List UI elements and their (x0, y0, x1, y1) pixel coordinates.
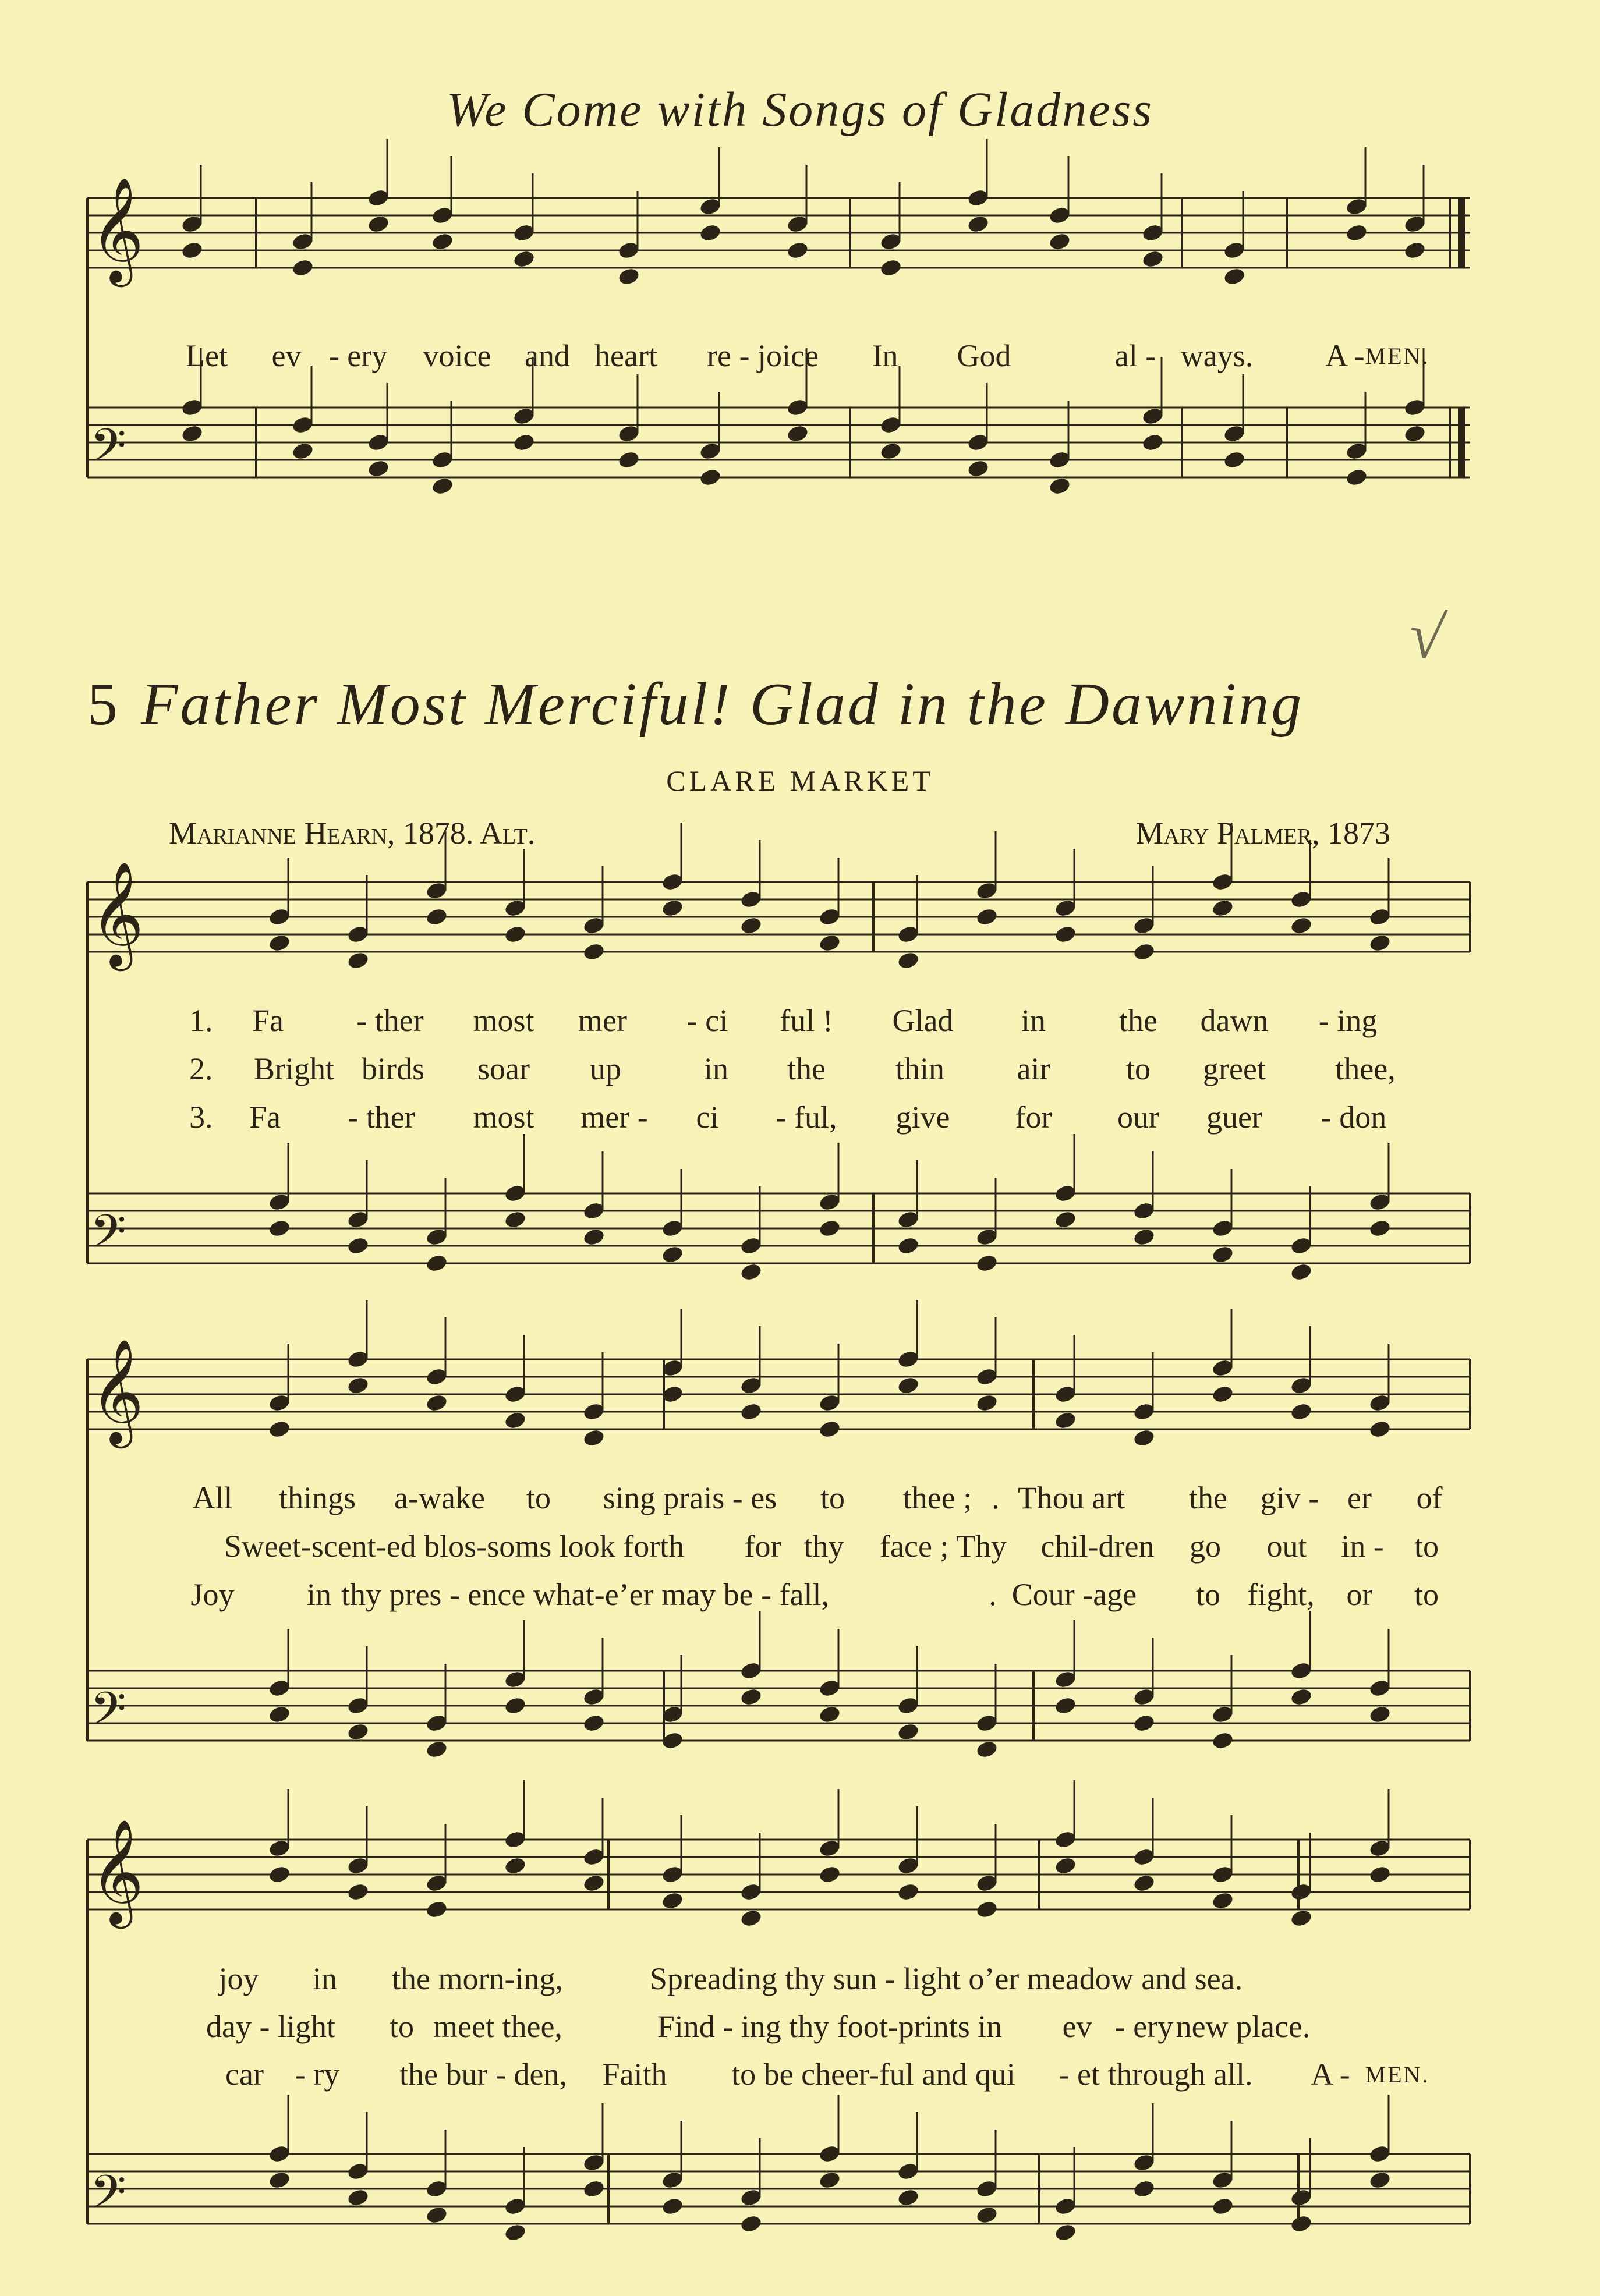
lyric-syllable: in (1021, 1003, 1046, 1038)
lyric-syllable: MEN. (1365, 2061, 1430, 2088)
note-head (268, 1705, 291, 1724)
note-head (1290, 1402, 1313, 1422)
lyric-syllable: All (192, 1480, 233, 1515)
lyric-syllable: Fa (249, 1100, 281, 1135)
note-head (268, 2170, 291, 2190)
note-head (582, 942, 606, 962)
lyric-syllable: ways. (1180, 338, 1254, 373)
note-head (346, 1722, 370, 1742)
verse-number: 2. (189, 1051, 213, 1086)
note-head (1403, 424, 1426, 444)
lyric-syllable: guer (1206, 1100, 1262, 1135)
note-head (1211, 2196, 1234, 2216)
note-head (425, 1739, 448, 1759)
lyric-syllable: dawn (1200, 1003, 1269, 1038)
lyric-syllable: voice (423, 338, 491, 373)
verse-number: 1. (189, 1003, 213, 1038)
note-head (1290, 1262, 1313, 1282)
lyric-syllable: re - joice (707, 338, 819, 373)
lyric-syllable: give (895, 1100, 950, 1135)
note-head (617, 267, 640, 286)
note-head (582, 1227, 606, 1247)
lyric-syllable: to (526, 1480, 551, 1515)
note-head (1211, 1245, 1234, 1264)
lyric-syllable: A - (1311, 2057, 1350, 2092)
lyric-syllable: birds (362, 1051, 424, 1086)
note-head (975, 1393, 999, 1413)
lyric-syllable: things (278, 1480, 356, 1515)
lyric-syllable: Bright (253, 1051, 335, 1086)
lyric-syllable: to (1414, 1529, 1439, 1564)
note-head (818, 1419, 841, 1439)
note-head (975, 1739, 999, 1759)
lyric-syllable: thee ; (902, 1480, 972, 1515)
lyric-syllable: to (1195, 1577, 1221, 1612)
lyric-syllable: Thou art (1017, 1480, 1125, 1515)
note-head (661, 1245, 684, 1264)
lyric-syllable: for (1015, 1100, 1052, 1135)
note-head (346, 1882, 370, 1902)
treble-clef-icon: 𝄞 (90, 1818, 144, 1924)
lyric-syllable: - ci (686, 1003, 728, 1038)
note-head (739, 1402, 763, 1422)
note-head (346, 951, 370, 970)
lyric-syllable: - et through all. (1059, 2057, 1253, 2092)
lyric-syllable: the (787, 1051, 826, 1086)
lyric-syllable: new place. (1176, 2009, 1311, 2044)
note-head (431, 232, 454, 251)
note-head (504, 1411, 527, 1430)
lyric-syllable: a-wake (394, 1480, 485, 1515)
note-head (897, 1722, 920, 1742)
lyric-syllable: Let (186, 338, 228, 373)
lyric-syllable: Faith (602, 2057, 667, 2092)
note-head (1223, 450, 1246, 470)
note-head (504, 1856, 527, 1876)
note-head (1132, 2179, 1156, 2199)
note-head (699, 223, 722, 243)
note-head (1054, 924, 1077, 944)
note-head (786, 424, 809, 444)
note-head (180, 240, 204, 260)
note-head (1211, 1731, 1234, 1751)
lyric-syllable: to (389, 2009, 415, 2044)
lyric-syllable: A - (1325, 338, 1365, 373)
lyric-syllable: air (1017, 1051, 1050, 1086)
note-head (367, 459, 390, 479)
lyric-syllable: Fa (252, 1003, 284, 1038)
note-head (291, 441, 314, 461)
note-head (1132, 942, 1156, 962)
note-head (975, 1253, 999, 1273)
note-head (1132, 1713, 1156, 1733)
note-head (897, 1376, 920, 1395)
lyric-syllable: to (820, 1480, 845, 1515)
note-head (1223, 267, 1246, 286)
lyric-syllable: thy (803, 1529, 844, 1564)
lyric-syllable: most (473, 1100, 534, 1135)
lyric-syllable: in (312, 1961, 338, 1996)
lyric-syllable: . (992, 1480, 1000, 1515)
note-head (897, 1236, 920, 1256)
note-head (975, 2205, 999, 2225)
note-head (786, 240, 809, 260)
lyric-syllable: Find - ing thy foot-prints in (657, 2009, 1003, 2044)
note-head (1290, 916, 1313, 936)
note-head (818, 1705, 841, 1724)
note-head (1132, 1873, 1156, 1893)
treble-clef-icon: 𝄞 (90, 1338, 144, 1444)
note-head (1054, 1856, 1077, 1876)
lyric-syllable: God (957, 338, 1011, 373)
note-head (1211, 898, 1234, 918)
note-head (739, 2214, 763, 2234)
note-head (975, 907, 999, 927)
lyric-syllable: to be cheer-ful and qui (731, 2057, 1015, 2092)
note-head (425, 907, 448, 927)
note-head (268, 1419, 291, 1439)
note-head (1368, 1865, 1392, 1884)
verse-number: 3. (189, 1100, 213, 1135)
note-head (1211, 1891, 1234, 1911)
lyric-syllable: our (1117, 1100, 1159, 1135)
note-head (268, 1218, 291, 1238)
lyric-syllable: thy pres - ence what-e’er may be - fall, (341, 1577, 830, 1612)
note-head (346, 2188, 370, 2208)
lyric-syllable: joy (218, 1961, 259, 1996)
note-head (1211, 1384, 1234, 1404)
lyric-syllable: fight, (1247, 1577, 1315, 1612)
lyric-syllable: ci (696, 1100, 719, 1135)
note-head (1345, 467, 1368, 487)
note-head (1368, 1218, 1392, 1238)
note-head (1141, 433, 1164, 452)
note-head (268, 933, 291, 953)
lyric-syllable: mer - (580, 1100, 648, 1135)
lyric-syllable: car (225, 2057, 264, 2092)
note-head (661, 1891, 684, 1911)
tune-name: CLARE MARKET (666, 764, 934, 797)
note-head (1054, 1411, 1077, 1430)
lyric-syllable: - ry (295, 2057, 340, 2092)
note-head (1054, 1696, 1077, 1716)
note-head (897, 2188, 920, 2208)
lyric-syllable: chil-dren (1040, 1529, 1155, 1564)
note-head (897, 1882, 920, 1902)
note-head (425, 2205, 448, 2225)
note-head (1054, 1210, 1077, 1230)
check-mark-icon: √ (1404, 598, 1449, 674)
note-head (1368, 2170, 1392, 2190)
note-head (739, 1908, 763, 1928)
note-head (1048, 232, 1071, 251)
note-head (1368, 1705, 1392, 1724)
lyric-syllable: MEN. (1365, 343, 1430, 369)
note-head (1132, 1227, 1156, 1247)
note-head (504, 1210, 527, 1230)
note-head (818, 2170, 841, 2190)
treble-clef-icon: 𝄞 (90, 176, 144, 282)
note-head (1141, 249, 1164, 269)
note-head (180, 424, 204, 444)
note-head (739, 1262, 763, 1282)
lyric-syllable: the (1189, 1480, 1227, 1515)
lyric-syllable: out (1266, 1529, 1307, 1564)
note-head (1345, 223, 1368, 243)
note-head (967, 214, 990, 234)
treble-clef-icon: 𝄞 (90, 860, 144, 966)
lyric-syllable: Cour -age (1011, 1577, 1137, 1612)
bass-clef-icon: 𝄢 (90, 419, 126, 484)
lyric-syllable: to (1125, 1051, 1151, 1086)
lyric-syllable: - ther (356, 1003, 424, 1038)
note-head (1368, 1419, 1392, 1439)
lyric-syllable: er (1347, 1480, 1372, 1515)
lyric-syllable: ev (1062, 2009, 1092, 2044)
lyric-syllable: to (1414, 1577, 1439, 1612)
lyric-syllable: in (306, 1577, 332, 1612)
note-head (1290, 1908, 1313, 1928)
note-head (582, 1428, 606, 1448)
top-hymn-title: We Come with Songs of Gladness (447, 83, 1153, 137)
lyric-syllable: the morn-ing, (392, 1961, 563, 1996)
lyric-syllable: day - light (206, 2009, 335, 2044)
lyric-syllable: - ery (328, 338, 388, 373)
lyric-syllable: giv - (1260, 1480, 1319, 1515)
lyric-syllable: meet thee, (433, 2009, 562, 2044)
lyric-syllable: ful ! (780, 1003, 833, 1038)
note-head (268, 1865, 291, 1884)
lyric-syllable: Joy (190, 1577, 235, 1612)
note-head (425, 1393, 448, 1413)
note-head (346, 1376, 370, 1395)
note-head (617, 450, 640, 470)
lyric-syllable: most (473, 1003, 534, 1038)
note-head (967, 459, 990, 479)
note-head (291, 258, 314, 278)
bass-clef-icon: 𝄢 (90, 1204, 126, 1270)
note-head (582, 1873, 606, 1893)
lyric-syllable: - ing (1318, 1003, 1378, 1038)
note-head (504, 924, 527, 944)
hymn-number: 5 (87, 671, 118, 738)
note-head (1048, 476, 1071, 496)
note-head (1368, 933, 1392, 953)
hymn-title-text: Father Most Merciful! Glad in the Dawning (141, 671, 1304, 738)
note-head (512, 433, 536, 452)
lyric-syllable: of (1416, 1480, 1443, 1515)
note-head (582, 1713, 606, 1733)
lyric-syllable: soar (477, 1051, 530, 1086)
lyric-syllable: thee, (1335, 1051, 1396, 1086)
note-head (975, 1900, 999, 1919)
lyric-syllable: ev (271, 338, 302, 373)
lyric-syllable: - ful, (776, 1100, 837, 1135)
lyric-syllable: - ery (1114, 2009, 1174, 2044)
note-head (512, 249, 536, 269)
lyric-syllable: Spreading thy sun - light o’er meadow and sea. (649, 1961, 1243, 1996)
lyric-syllable: Sweet-scent-ed blos-soms look forth (224, 1529, 685, 1564)
note-head (346, 1236, 370, 1256)
lyric-syllable: and (525, 338, 570, 373)
lyric-syllable: or (1346, 1577, 1373, 1612)
lyric-syllable: heart (594, 338, 657, 373)
lyric-syllable: the (1119, 1003, 1157, 1038)
note-head (504, 2223, 527, 2242)
bass-clef-icon: 𝄢 (90, 2165, 126, 2230)
lyric-syllable: the bur - den, (399, 2057, 567, 2092)
lyric-syllable: thin (895, 1051, 945, 1086)
music-credit: Mary Palmer, 1873 (1135, 816, 1390, 851)
note-head (582, 2179, 606, 2199)
lyric-syllable: in (703, 1051, 729, 1086)
note-head (699, 467, 722, 487)
note-head (818, 933, 841, 953)
note-head (1403, 240, 1426, 260)
note-head (818, 1865, 841, 1884)
lyric-syllable: in - (1341, 1529, 1384, 1564)
note-head (504, 1696, 527, 1716)
note-head (425, 1253, 448, 1273)
note-head (1054, 2223, 1077, 2242)
note-head (897, 951, 920, 970)
note-head (818, 1218, 841, 1238)
note-head (1132, 1428, 1156, 1448)
lyric-syllable: In (872, 338, 898, 373)
lyric-syllable: al - (1114, 338, 1156, 373)
note-head (431, 476, 454, 496)
note-head (661, 2196, 684, 2216)
note-head (425, 1900, 448, 1919)
lyric-syllable: - don (1321, 1100, 1387, 1135)
note-head (739, 916, 763, 936)
note-head (367, 214, 390, 234)
lyric-syllable: sing prais - es (603, 1480, 777, 1515)
lyric-syllable: up (590, 1051, 621, 1086)
note-head (739, 1687, 763, 1707)
lyric-syllable: Glad (892, 1003, 954, 1038)
lyric-syllable: . (989, 1577, 997, 1612)
words-credit: Marianne Hearn, 1878. Alt. (169, 816, 536, 851)
note-head (661, 898, 684, 918)
lyric-syllable: - ther (348, 1100, 415, 1135)
lyric-syllable: for (744, 1529, 781, 1564)
lyric-syllable: go (1190, 1529, 1221, 1564)
note-head (879, 258, 902, 278)
note-head (879, 441, 902, 461)
lyric-syllable: mer (578, 1003, 627, 1038)
lyric-syllable: greet (1203, 1051, 1266, 1086)
note-head (1290, 2214, 1313, 2234)
note-head (1290, 1687, 1313, 1707)
bass-clef-icon: 𝄢 (90, 1682, 126, 1747)
lyric-syllable: face ; Thy (880, 1529, 1007, 1564)
